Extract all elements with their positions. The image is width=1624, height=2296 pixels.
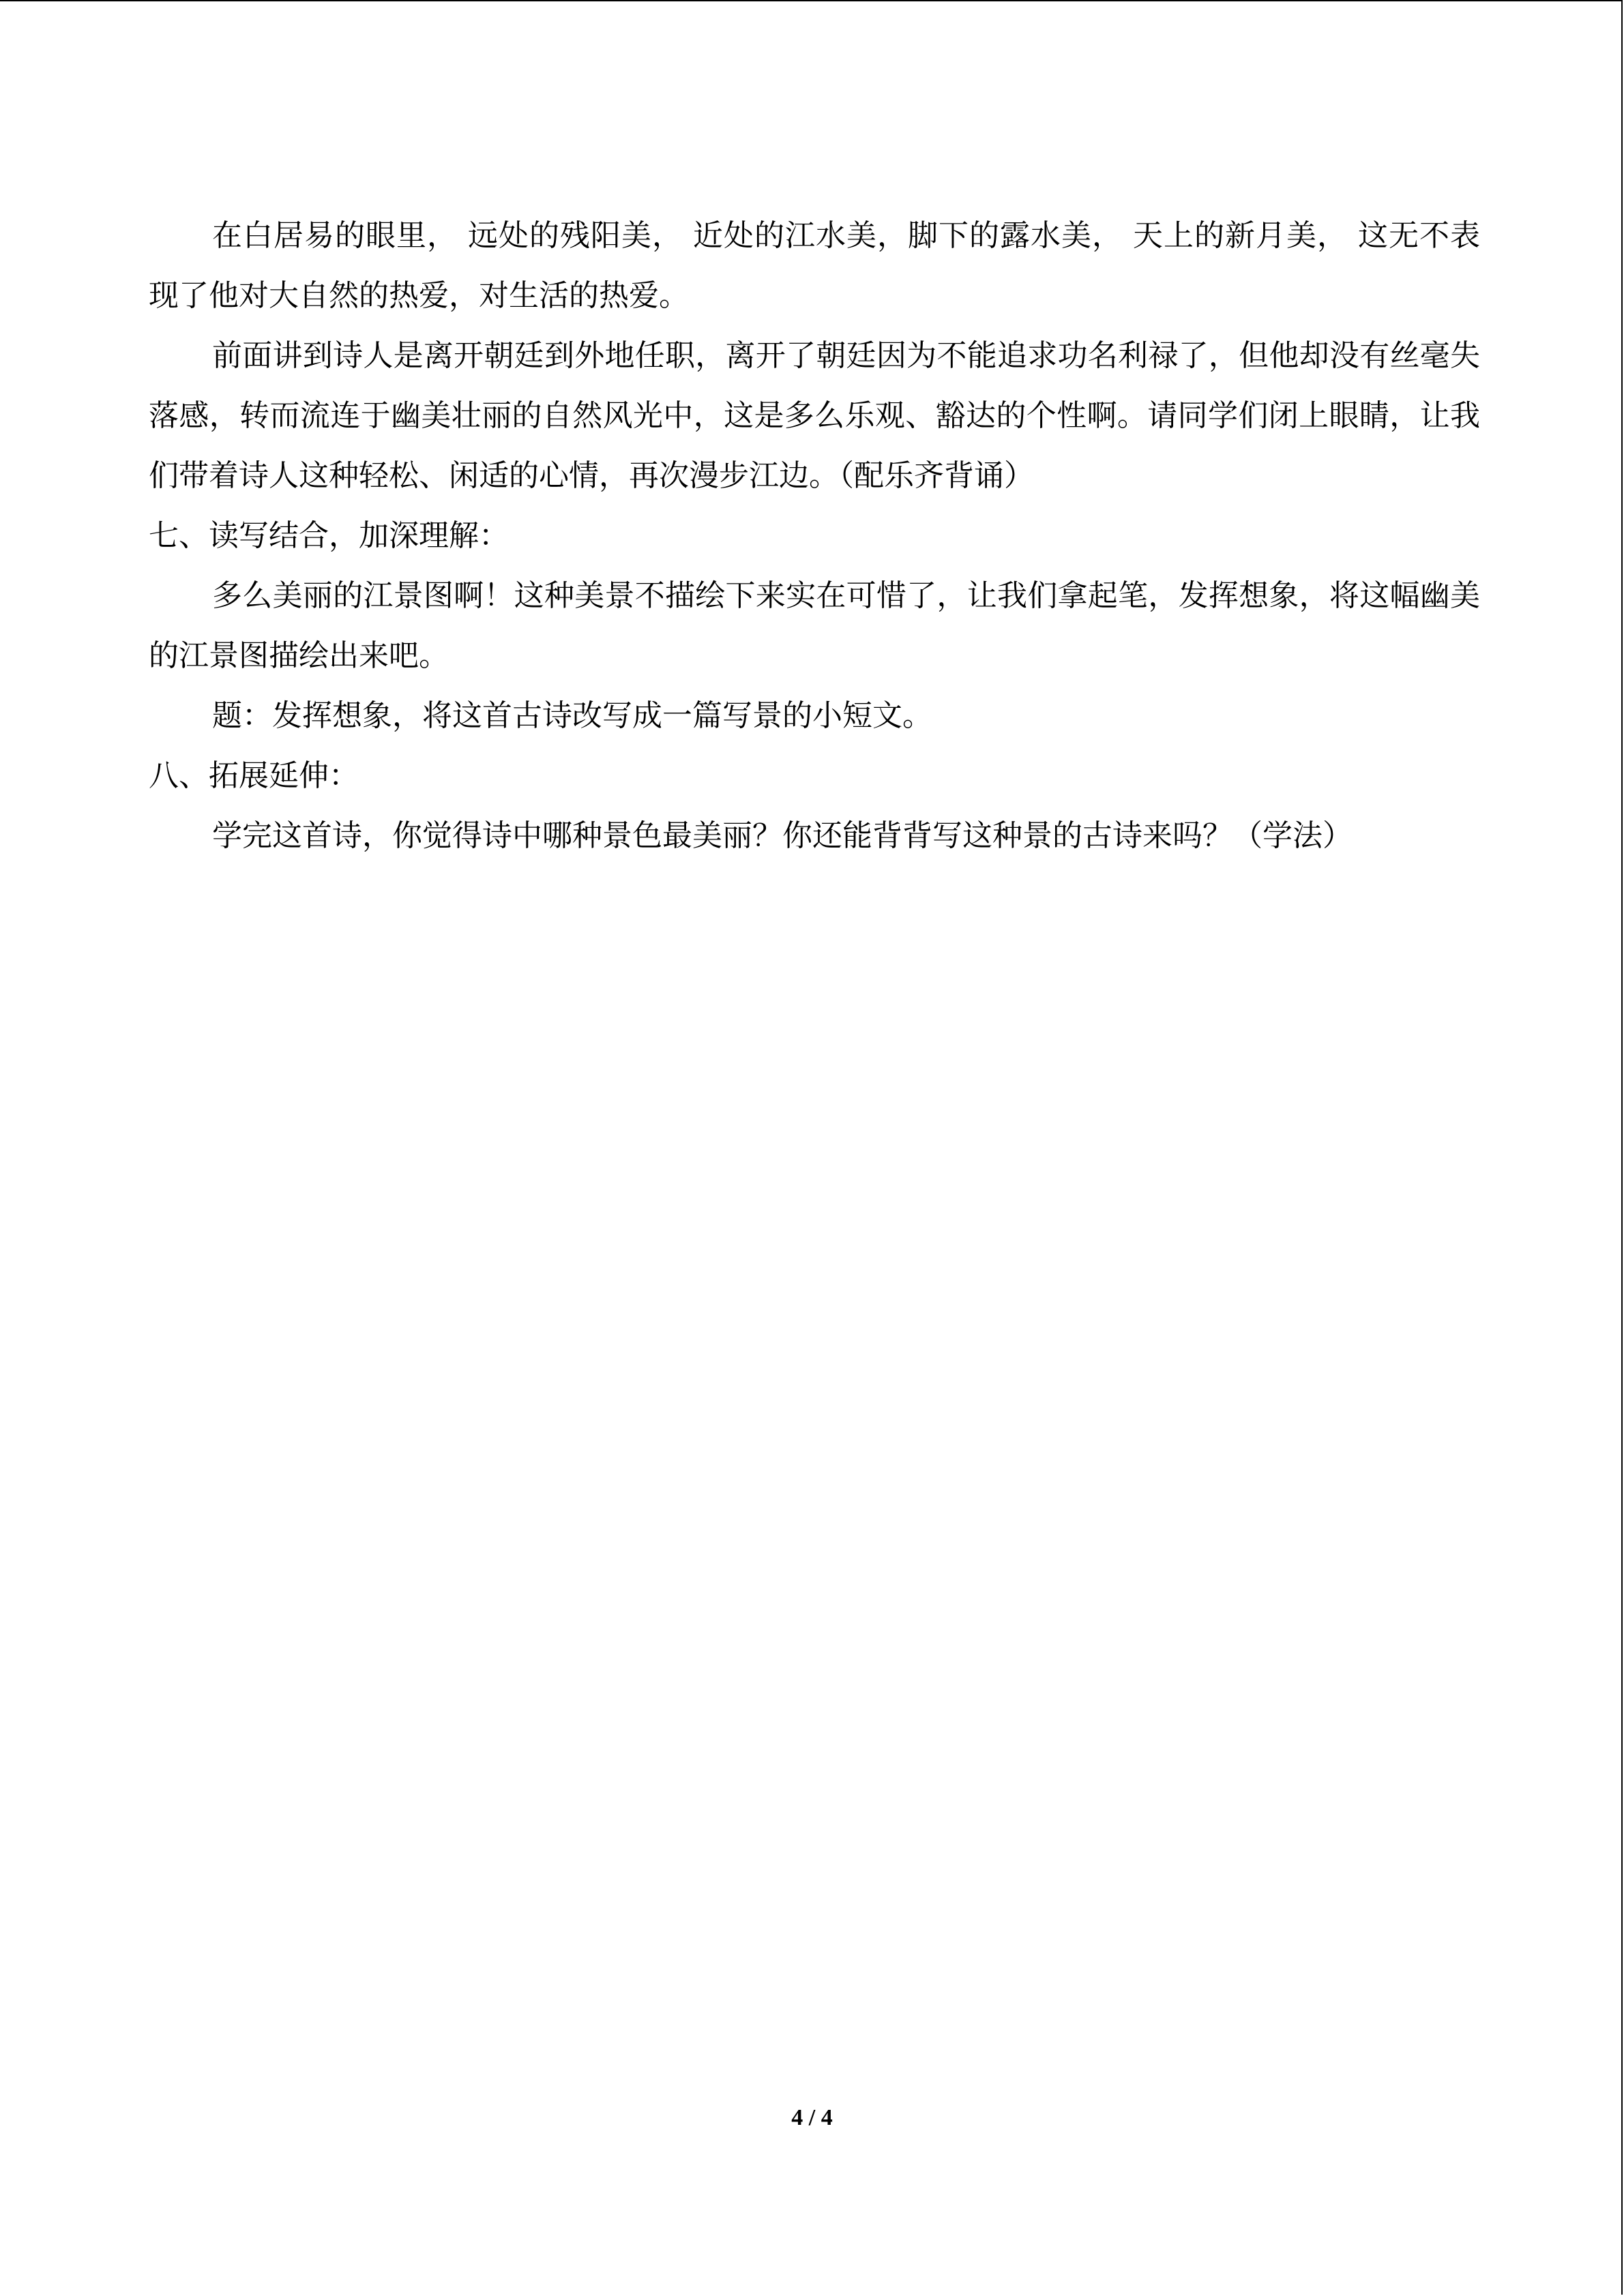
paragraph-extension-question: 学完这首诗，你觉得诗中哪种景色最美丽？你还能背背写这种景的古诗来吗？（学法） (212, 818, 1353, 853)
document-body (149, 206, 1480, 866)
section-heading-seven: 七、读写结合，加深理解： (149, 518, 509, 553)
page-number: 4 / 4 (791, 2105, 833, 2130)
paragraph-bai-juyi-nature: 在白居易的眼里， 远处的残阳美， 近处的江水美，脚下的露水美， 天上的新月美， 这无不表现了他对大自然的热爱，对生活的热爱。 (149, 218, 1480, 313)
paragraph-poet-attitude: 前面讲到诗人是离开朝廷到外地任职，离开了朝廷因为不能追求功名利禄了，但他却没有丝毫失落感，转而流连于幽美壮丽的自然风光中，这是多么乐观、豁达的个性啊。请同学们闭上眼睛，让我们带着诗人这种轻松、闲适的心情，再次漫步江边。（配乐齐背诵） (149, 338, 1480, 493)
paragraph-writing-task: 题：发挥想象，将这首古诗改写成一篇写景的小短文。 (212, 698, 932, 733)
section-heading-eight: 八、拓展延伸： (149, 758, 359, 793)
paragraph-river-scene: 多么美丽的江景图啊！这种美景不描绘下来实在可惜了，让我们拿起笔，发挥想象，将这幅幽美的江景图描绘出来吧。 (149, 578, 1480, 673)
